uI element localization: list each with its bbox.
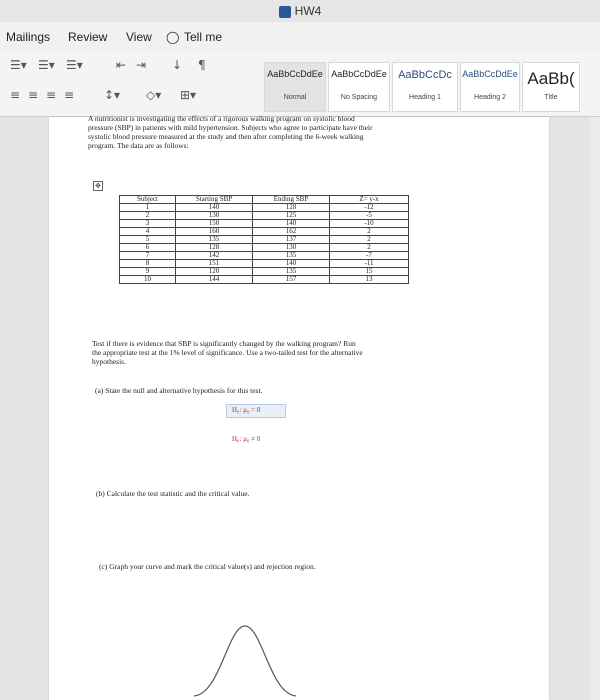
table-cell: 142	[176, 252, 253, 260]
lightbulb-icon: ◯	[166, 30, 180, 44]
table-row	[120, 228, 409, 236]
table-cell: 162	[253, 228, 330, 236]
style-name: Title	[544, 94, 558, 101]
table-cell: 135	[253, 252, 330, 260]
multilevel-list-icon[interactable]: ☰▾	[66, 58, 83, 72]
table-cell: -11	[330, 260, 409, 268]
bullets-icon[interactable]: ☰▾	[10, 58, 27, 72]
borders-icon[interactable]: ⊞▾	[180, 88, 197, 102]
style-name: Heading 1	[409, 94, 441, 101]
increase-indent-icon[interactable]: ⇥	[136, 58, 147, 72]
part-c-prompt: (c) Graph your curve and mark the critical value(s) and rejection region.	[99, 562, 316, 571]
question-line-1: Test if there is evidence that SBP is significantly changed by the walking program? Run	[92, 339, 356, 348]
align-center-icon[interactable]: ≡	[28, 88, 39, 102]
table-cell: 3	[120, 220, 176, 228]
null-hypothesis[interactable]: H₀: μ₀ = 0	[232, 406, 261, 414]
table-cell: 2	[330, 228, 409, 236]
table-cell: 1	[120, 204, 176, 212]
line-spacing-icon[interactable]: ↕▾	[104, 88, 121, 102]
window-title: HW4	[294, 4, 322, 18]
table-cell: 7	[120, 252, 176, 260]
part-b-prompt: (b) Calculate the test statistic and the critical value.	[96, 489, 250, 498]
header-cell: Subject	[120, 196, 176, 204]
table-cell: 2	[330, 236, 409, 244]
header-cell: Z= y-x	[330, 196, 409, 204]
numbering-icon[interactable]: ☰▾	[38, 58, 55, 72]
style-heading-2[interactable]	[460, 62, 520, 112]
style-sample: AaBbCcDdEe	[462, 69, 518, 79]
table-row	[120, 220, 409, 228]
table-cell: 10	[120, 276, 176, 284]
decrease-indent-icon[interactable]: ⇤	[116, 58, 127, 72]
header-cell: Ending SBP	[253, 196, 330, 204]
alternative-hypothesis[interactable]: H₀: μ₀ ≠ 0	[232, 435, 261, 443]
paragraph-mark-icon[interactable]: ¶	[198, 58, 206, 72]
table-cell: 151	[176, 260, 253, 268]
shading-icon[interactable]: ◇▾	[146, 88, 162, 102]
table-cell: 160	[176, 228, 253, 236]
table-cell: 135	[176, 236, 253, 244]
intro-line-2: pressure (SBP) in patients with mild hypertension. Subjects who agree to participate have their	[88, 123, 373, 132]
style-name: Normal	[283, 94, 307, 101]
part-a-prompt: (a) State the null and alternative hypothesis for this test.	[95, 386, 263, 395]
table-cell: 9	[120, 268, 176, 276]
table-row	[120, 236, 409, 244]
table-cell: 128	[176, 244, 253, 252]
intro-line-3: systolic blood pressure measured at the study and then after completing the 6-week walking	[88, 132, 364, 141]
table-cell: 157	[253, 276, 330, 284]
question-line-2: the appropriate test at the 1% level of significance. Use a two-tailed test for the alternative	[92, 348, 363, 357]
style-normal[interactable]	[264, 62, 326, 112]
table-cell: 140	[176, 204, 253, 212]
header-cell: Starting SBP	[176, 196, 253, 204]
tab-review[interactable]: Review	[68, 30, 108, 44]
table-row	[120, 276, 409, 284]
table-cell: 144	[176, 276, 253, 284]
question-line-3: hypothesis.	[92, 357, 126, 366]
table-cell: 130	[176, 212, 253, 220]
intro-line-4: program. The data are as follows:	[88, 141, 189, 150]
table-cell: 150	[176, 220, 253, 228]
table-cell: 13	[330, 276, 409, 284]
tab-view[interactable]: View	[126, 30, 152, 44]
style-name: Heading 2	[474, 94, 506, 101]
tab-mailings[interactable]: Mailings	[6, 30, 51, 44]
table-cell: 5	[120, 236, 176, 244]
word-doc-icon	[279, 6, 291, 18]
style-title[interactable]	[522, 62, 580, 112]
style-heading-1[interactable]	[392, 62, 458, 112]
table-cell: 125	[253, 212, 330, 220]
table-cell: 15	[330, 268, 409, 276]
align-right-icon[interactable]: ≡	[46, 88, 57, 102]
ribbon-tabs	[0, 22, 600, 50]
align-left-icon[interactable]: ≡	[10, 88, 21, 102]
tell-me-search[interactable]: Tell me	[184, 30, 223, 44]
table-cell: -12	[330, 204, 409, 212]
justify-icon[interactable]: ≡	[64, 88, 75, 102]
bell-curve	[194, 626, 296, 696]
style-name: No Spacing	[340, 94, 378, 101]
style-sample: AaBb(	[527, 69, 575, 88]
table-cell: 2	[330, 244, 409, 252]
sort-icon[interactable]: ↓	[172, 58, 183, 72]
table-cell: 2	[120, 212, 176, 220]
table-cell: 6	[120, 244, 176, 252]
style-sample: AaBbCcDdEe	[267, 69, 323, 79]
style-sample: AaBbCcDdEe	[331, 69, 387, 79]
normal-curve-graph	[190, 616, 300, 700]
table-cell: -10	[330, 220, 409, 228]
intro-line-1: A nutritionist is investigating the effects of a rigorous walking program on systolic blood	[88, 114, 355, 123]
vertical-scrollbar[interactable]	[590, 117, 600, 700]
table-cell: 140	[253, 220, 330, 228]
table-cell: 4	[120, 228, 176, 236]
style-sample: AaBbCcDc	[398, 69, 452, 81]
table-cell: 8	[120, 260, 176, 268]
data-table	[119, 195, 409, 284]
table-cell: 120	[176, 268, 253, 276]
style-no-spacing[interactable]	[328, 62, 390, 112]
table-cell: -5	[330, 212, 409, 220]
table-cell: -7	[330, 252, 409, 260]
table-cell: 130	[253, 244, 330, 252]
table-cell: 135	[253, 268, 330, 276]
table-move-handle-icon[interactable]: ✥	[93, 181, 103, 191]
title-bar	[0, 0, 600, 22]
table-cell: 137	[253, 236, 330, 244]
table-cell: 140	[253, 260, 330, 268]
table-cell: 128	[253, 204, 330, 212]
